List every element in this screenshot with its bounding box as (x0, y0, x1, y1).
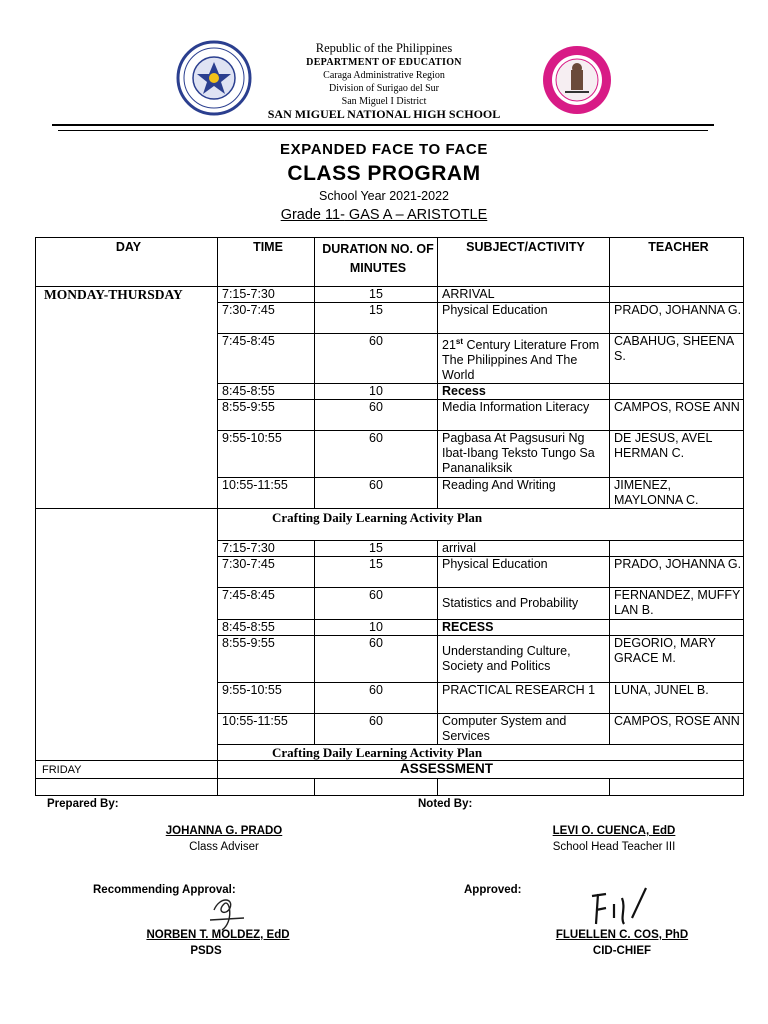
page-title: CLASS PROGRAM (287, 162, 481, 185)
teacher-cell: LUNA, JUNEL B. (610, 683, 744, 714)
subject-cell: Reading And Writing (438, 478, 610, 509)
minutes-cell: 60 (315, 683, 438, 714)
teacher-cell: PRADO, JOHANNA G. (610, 303, 744, 334)
time-cell: 8:45-8:55 (218, 620, 315, 636)
empty-cell (36, 779, 218, 796)
time-cell: 8:45-8:55 (218, 384, 315, 400)
approved-name: FLUELLEN C. COS, PhD (555, 929, 689, 941)
subject-cell (438, 334, 610, 384)
subject-text: Century Literature From The Philippines And The World (442, 338, 600, 383)
subject-cell: Statistics and Probability (438, 588, 610, 620)
subject-cell: Recess (438, 384, 610, 400)
republic-line: Republic of the Philippines (315, 41, 453, 55)
class-schedule-table (35, 237, 744, 796)
minutes-cell: 60 (315, 714, 438, 745)
region-line: Caraga Administrative Region (323, 70, 445, 81)
header-time: TIME (218, 238, 315, 287)
teacher-cell: CAMPOS, ROSE ANN (610, 714, 744, 745)
subject-cell: RECESS (438, 620, 610, 636)
day-monday-thursday: MONDAY-THURSDAY (36, 287, 218, 509)
subject-cell: ARRIVAL (438, 287, 610, 303)
noted-role: School Head Teacher III (552, 841, 676, 853)
minutes-cell: 10 (315, 384, 438, 400)
friday-row (36, 761, 744, 779)
time-cell: 8:55-9:55 (218, 400, 315, 431)
teacher-cell: PRADO, JOHANNA G. (610, 557, 744, 588)
header-duration: DURATION NO. OF MINUTES (315, 238, 438, 287)
prepared-by-label: Prepared By: (47, 798, 119, 810)
teacher-cell: JIMENEZ, MAYLONNA C. (610, 478, 744, 509)
teacher-cell: FERNANDEZ, MUFFY LAN B. (610, 588, 744, 620)
subject-cell: arrival (438, 541, 610, 557)
assessment-label: ASSESSMENT (218, 761, 744, 779)
subject-number: 21 (442, 338, 456, 353)
teacher-cell: DEGORIO, MARY GRACE M. (610, 636, 744, 683)
minutes-cell: 10 (315, 620, 438, 636)
division-line: Division of Surigao del Sur (329, 83, 439, 94)
subject-cell: PRACTICAL RESEARCH 1 (438, 683, 610, 714)
table-row (36, 541, 744, 557)
school-year: School Year 2021-2022 (319, 189, 449, 203)
time-cell: 7:15-7:30 (218, 287, 315, 303)
grade-section-name: GAS A – ARISTOTLE (344, 207, 488, 223)
time-cell: 10:55-11:55 (218, 714, 315, 745)
minutes-cell: 60 (315, 636, 438, 683)
crafting-plan-label: Crafting Daily Learning Activity Plan (218, 745, 744, 761)
table-header-row (36, 238, 744, 287)
day-friday: FRIDAY (36, 761, 218, 779)
header-teacher: TEACHER (610, 238, 744, 287)
approved-signature (584, 884, 656, 934)
noted-by-label: Noted By: (418, 798, 473, 810)
recommending-approval-label: Recommending Approval: (93, 884, 236, 896)
recommending-role: PSDS (190, 945, 222, 957)
time-cell: 8:55-9:55 (218, 636, 315, 683)
minutes-cell: 15 (315, 287, 438, 303)
school-name: SAN MIGUEL NATIONAL HIGH SCHOOL (267, 107, 501, 121)
minutes-cell: 60 (315, 478, 438, 509)
teacher-cell (610, 384, 744, 400)
prepared-name: JOHANNA G. PRADO (165, 825, 283, 837)
subject-superscript: st (455, 337, 464, 346)
teacher-cell (610, 287, 744, 303)
subject-cell: Understanding Culture, Society and Politics (438, 636, 610, 683)
time-cell: 9:55-10:55 (218, 431, 315, 478)
header-subject: SUBJECT/ACTIVITY (438, 238, 610, 287)
subject-cell: Physical Education (438, 557, 610, 588)
teacher-cell (610, 620, 744, 636)
department-line: DEPARTMENT OF EDUCATION (306, 57, 462, 68)
header-day: DAY (36, 238, 218, 287)
district-line: San Miguel I District (341, 96, 427, 107)
empty-cell (610, 779, 744, 796)
time-cell: 7:15-7:30 (218, 541, 315, 557)
empty-cell (218, 779, 315, 796)
noted-name: LEVI O. CUENCA, EdD (552, 825, 676, 837)
day-spacer (36, 509, 218, 541)
prepared-role: Class Adviser (189, 841, 259, 853)
time-cell: 7:30-7:45 (218, 303, 315, 334)
empty-row (36, 779, 744, 796)
subject-cell: Physical Education (438, 303, 610, 334)
empty-cell (315, 779, 438, 796)
table-row (36, 287, 744, 303)
approved-label: Approved: (464, 884, 522, 896)
minutes-cell: 15 (315, 541, 438, 557)
teacher-cell (610, 541, 744, 557)
empty-cell (438, 779, 610, 796)
minutes-cell: 60 (315, 431, 438, 478)
minutes-cell: 60 (315, 400, 438, 431)
subject-cell: Computer System and Services (438, 714, 610, 745)
day-spacer (36, 745, 218, 761)
title-line1: EXPANDED FACE TO FACE (280, 141, 488, 158)
header-divider (52, 124, 714, 126)
recommending-name: NORBEN T. MOLDEZ, EdD (146, 929, 290, 941)
grade-prefix: Grade 11- (280, 207, 345, 223)
minutes-cell: 15 (315, 303, 438, 334)
grade-section (0, 207, 768, 223)
crafting-plan-label: Crafting Daily Learning Activity Plan (218, 509, 744, 541)
subject-cell: Pagbasa At Pagsusuri Ng Ibat-Ibang Teksto Tungo Sa Pananaliksik (438, 431, 610, 478)
approved-role: CID-CHIEF (592, 945, 652, 957)
time-cell: 7:45-8:45 (218, 334, 315, 384)
minutes-cell: 15 (315, 557, 438, 588)
teacher-cell: CABAHUG, SHEENA S. (610, 334, 744, 384)
minutes-cell: 60 (315, 334, 438, 384)
crafting-row (36, 509, 744, 541)
crafting-row (36, 745, 744, 761)
time-cell: 10:55-11:55 (218, 478, 315, 509)
time-cell: 9:55-10:55 (218, 683, 315, 714)
day-spacer (36, 541, 218, 745)
subject-cell: Media Information Literacy (438, 400, 610, 431)
teacher-cell: DE JESUS, AVEL HERMAN C. (610, 431, 744, 478)
time-cell: 7:30-7:45 (218, 557, 315, 588)
header-divider-thin (58, 130, 708, 131)
time-cell: 7:45-8:45 (218, 588, 315, 620)
teacher-cell: CAMPOS, ROSE ANN (610, 400, 744, 431)
minutes-cell: 60 (315, 588, 438, 620)
